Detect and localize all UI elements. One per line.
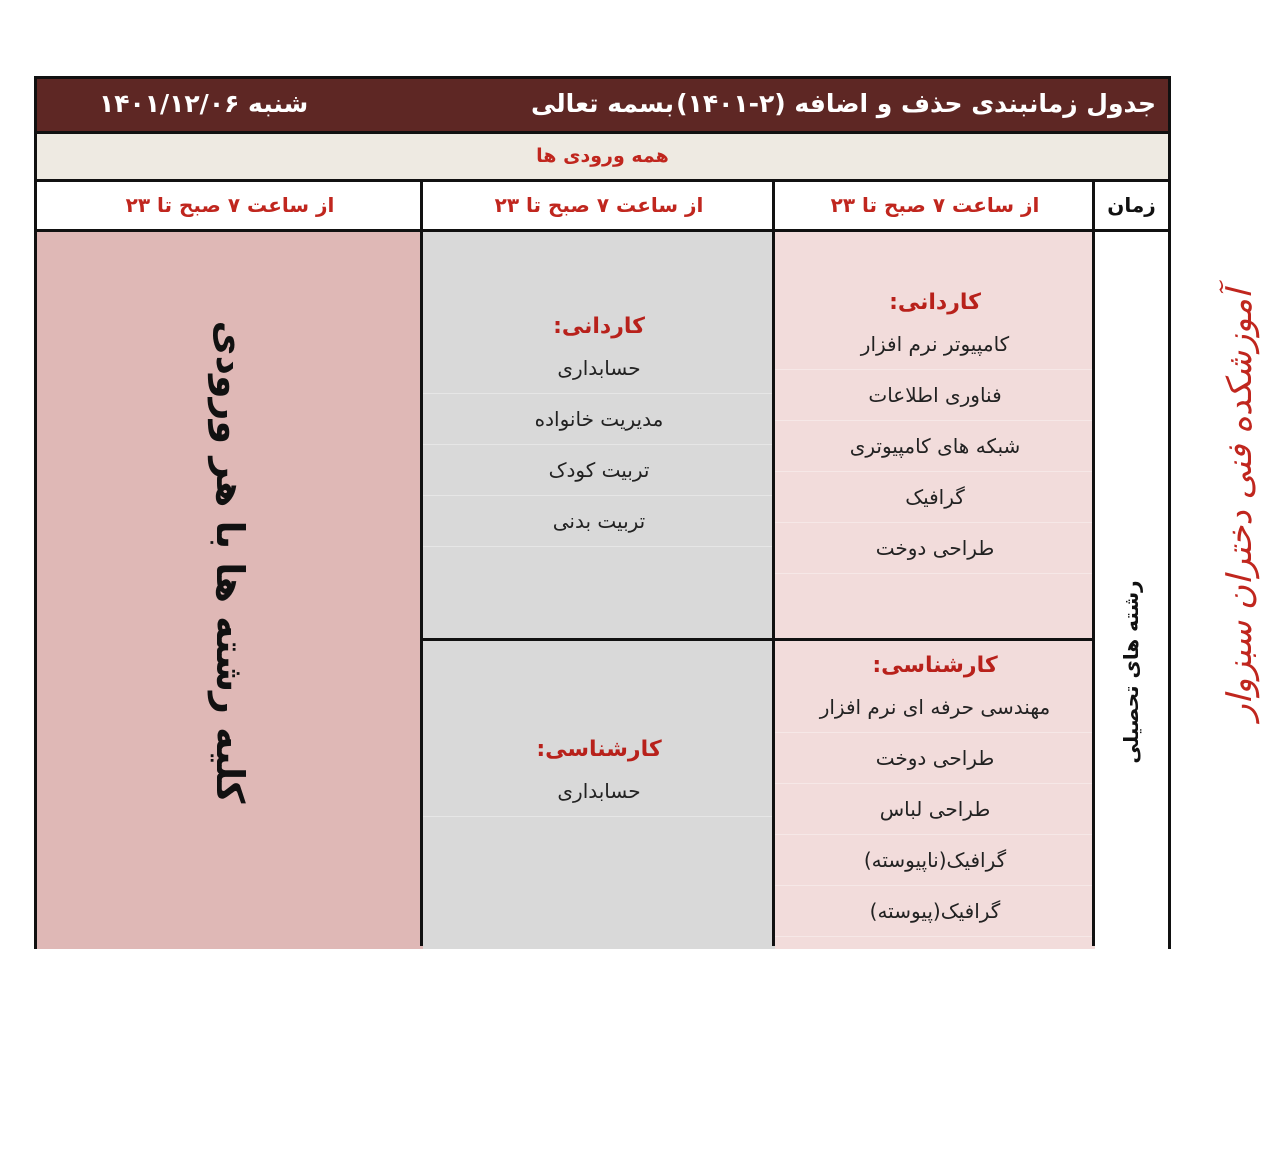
time-col-a: از ساعت ۷ صبح تا ۲۳ <box>775 182 1095 232</box>
col-a-kardani-heading: کاردانی: <box>889 290 981 315</box>
list-item: کامپیوتر نرم افزار <box>775 319 1095 370</box>
list-item: حسابداری <box>423 766 775 817</box>
all-entries-banner: همه ورودی ها <box>37 134 1168 182</box>
col-b-karshenasi-cell <box>423 641 775 949</box>
schedule-table <box>34 76 1171 949</box>
col-b-kardani-cell <box>423 232 775 638</box>
list-item: حسابداری <box>423 343 775 394</box>
row-label-cell <box>1095 232 1168 949</box>
all-fields-text: کلیه رشته ها با هر ورودی <box>208 320 252 804</box>
grid-line <box>420 182 423 946</box>
watermark-text: آموزشکده فنی دختران سبزوار <box>1220 289 1260 721</box>
bismillah-text: بسمه تعالی <box>530 89 675 118</box>
list-item: مدیریت خانواده <box>423 394 775 445</box>
col-a-karshenasi-heading: کارشناسی: <box>872 653 998 678</box>
school-watermark <box>1200 289 1280 721</box>
grid-line <box>423 638 1095 641</box>
col-a-kardani-cell <box>775 232 1095 638</box>
schedule-title: جدول زمانبندی حذف و اضافه (۲-۱۴۰۱) <box>676 89 1156 118</box>
list-item: طراحی دوخت <box>775 523 1095 574</box>
time-label: زمان <box>1095 182 1168 232</box>
list-item: گرافیک(پیوسته) <box>775 886 1095 937</box>
table-header <box>37 79 1168 134</box>
list-item: گرافیک(ناپیوسته) <box>775 835 1095 886</box>
grid-line <box>772 182 775 946</box>
col-c-cell <box>37 232 423 949</box>
col-a-karshenasi-cell <box>775 641 1095 949</box>
time-col-c: از ساعت ۷ صبح تا ۲۳ <box>37 182 423 232</box>
list-item: فناوری اطلاعات <box>775 370 1095 421</box>
list-item: طراحی دوخت <box>775 733 1095 784</box>
list-item: تربیت کودک <box>423 445 775 496</box>
col-b-karshenasi-heading: کارشناسی: <box>536 737 662 762</box>
col-b-kardani-heading: کاردانی: <box>553 314 645 339</box>
time-col-b: از ساعت ۷ صبح تا ۲۳ <box>423 182 775 232</box>
list-item: گرافیک <box>775 472 1095 523</box>
grid-line <box>1092 182 1095 946</box>
list-item: تربیت بدنی <box>423 496 775 547</box>
list-item: مهندسی حرفه ای نرم افزار <box>775 682 1095 733</box>
list-item: شبکه های کامپیوتری <box>775 421 1095 472</box>
row-label: رشته های تحصیلی <box>1119 580 1143 764</box>
list-item: طراحی لباس <box>775 784 1095 835</box>
date-text: شنبه ۱۴۰۱/۱۲/۰۶ <box>99 89 309 118</box>
